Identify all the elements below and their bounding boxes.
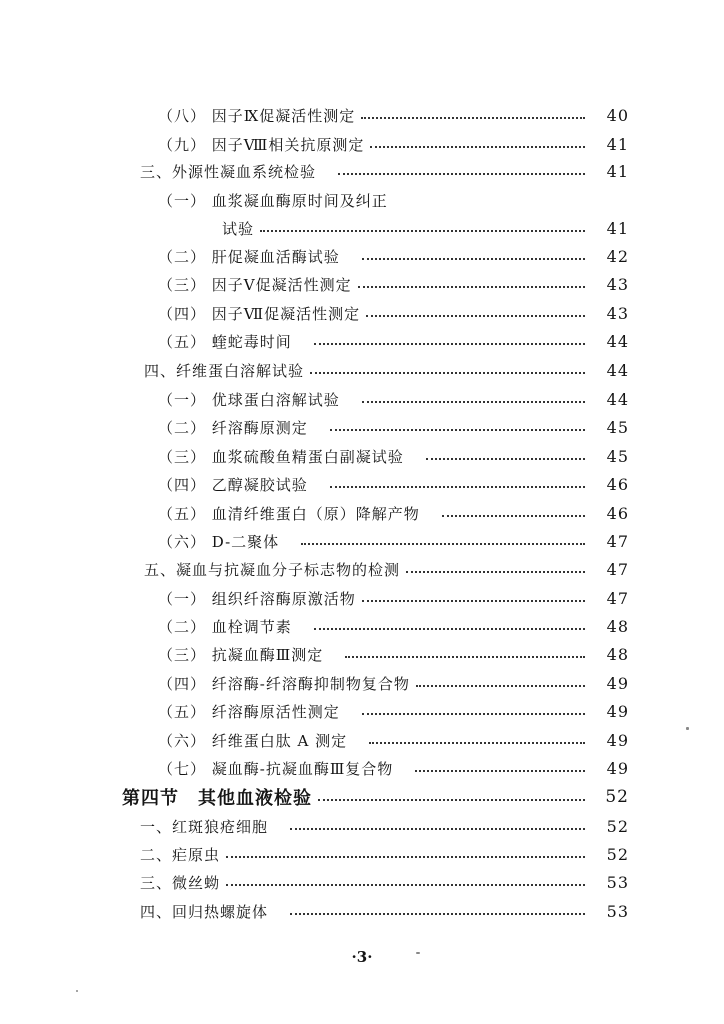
toc-entry-page: 47: [606, 588, 629, 608]
toc-entry: [0, 357, 724, 383]
toc-entry-page: 41: [606, 161, 629, 181]
toc-entry-label: （二） 血栓调节素: [158, 617, 292, 636]
dot-leader: [362, 713, 585, 715]
toc-entry-label: 第四节 其他血液检验: [122, 788, 312, 809]
toc-entry-label: （七） 凝血酶-抗凝血酶Ⅲ复合物: [158, 759, 394, 778]
dot-leader: [426, 458, 585, 460]
toc-entry: [0, 556, 724, 582]
dot-leader: [415, 770, 585, 772]
toc-entry-page: 44: [606, 389, 629, 409]
toc-entry-label: （二） 肝促凝血活酶试验: [158, 247, 340, 266]
toc-entry-page: 46: [606, 474, 629, 494]
toc-entry-page: 48: [606, 644, 629, 664]
dot-leader: [361, 117, 585, 119]
scan-speck: [76, 990, 78, 992]
dot-leader: [314, 628, 585, 630]
toc-entry-page: 53: [606, 872, 629, 892]
toc-entry-label: （三） 抗凝血酶Ⅲ测定: [158, 645, 324, 664]
toc-entry: [0, 271, 724, 297]
dot-leader: [314, 343, 585, 345]
toc-entry-label: 五、凝血与抗凝血分子标志物的检测: [144, 560, 401, 579]
toc-entry: [0, 243, 724, 269]
toc-entry-label: （五） 纤溶酶原活性测定: [158, 702, 340, 721]
dot-leader: [260, 230, 585, 232]
toc-entry-label: （四） 纤溶酶-纤溶酶抑制物复合物: [158, 674, 410, 693]
dot-leader: [369, 742, 585, 744]
toc-entry-label: （六） 纤维蛋白肽 A 测定: [158, 731, 348, 750]
toc-entry-page: 52: [606, 844, 629, 864]
toc-entry-label: （一） 组织纤溶酶原激活物: [158, 589, 356, 608]
dot-leader: [370, 146, 585, 148]
toc-entry-page: 47: [606, 531, 629, 551]
dot-leader: [442, 515, 585, 517]
toc-entry-page: 40: [606, 105, 629, 125]
dot-leader: [310, 372, 585, 374]
toc-entry: [0, 215, 724, 241]
toc-entry-label: （一） 优球蛋白溶解试验: [158, 390, 340, 409]
toc-entry-label: （二） 纤溶酶原测定: [158, 418, 308, 437]
toc-entry: [0, 727, 724, 753]
toc-entry: [0, 500, 724, 526]
dot-leader: [362, 258, 585, 260]
toc-entry: [0, 813, 724, 839]
toc-entry-page: 41: [606, 218, 629, 238]
scan-speck: [416, 952, 420, 954]
dot-leader: [330, 429, 585, 431]
toc-entry-page: 41: [606, 134, 629, 154]
toc-entry: [0, 869, 724, 895]
toc-entry-page: 49: [606, 701, 629, 721]
toc-entry: [0, 386, 724, 412]
dot-leader: [362, 401, 585, 403]
toc-entry-label: （五） 血清纤维蛋白（原）降解产物: [158, 504, 420, 523]
toc-entry: [0, 841, 724, 867]
toc-entry: [0, 131, 724, 157]
toc-entry: [0, 102, 724, 128]
toc-entry-label: （三） 血浆硫酸鱼精蛋白副凝试验: [158, 447, 404, 466]
dot-leader: [362, 600, 585, 602]
toc-entry-label: （四） 乙醇凝胶试验: [158, 475, 308, 494]
toc-entry-label: （一） 血浆凝血酶原时间及纠正: [158, 191, 388, 210]
toc-entry: [0, 585, 724, 611]
toc-entry-label: 四、纤维蛋白溶解试验: [144, 361, 305, 380]
toc-entry-page: 48: [606, 616, 629, 636]
toc-entry-label: （六） D-二聚体: [158, 532, 280, 551]
dot-leader: [366, 315, 585, 317]
toc-entry: [0, 755, 724, 781]
dot-leader: [318, 799, 585, 801]
toc-entry-label: （五） 蝰蛇毒时间: [158, 332, 292, 351]
toc-entry: [0, 641, 724, 667]
toc-entry-page: 47: [606, 559, 629, 579]
toc-entry-page: 43: [606, 303, 629, 323]
toc-entry-label: 四、回归热螺旋体: [140, 902, 269, 921]
dot-leader: [330, 486, 585, 488]
toc-entry-page: 46: [606, 503, 629, 523]
scan-speck: [686, 727, 689, 730]
toc-entry-page: 45: [606, 446, 629, 466]
toc-entry-page: 49: [606, 758, 629, 778]
toc-entry-page: 44: [606, 360, 629, 380]
dot-leader: [338, 173, 585, 175]
toc-entry-page: 45: [606, 417, 629, 437]
toc-entry-page: 52: [605, 787, 629, 807]
toc-entry: [0, 471, 724, 497]
dot-leader: [358, 286, 585, 288]
page-number: ·3·: [351, 948, 373, 966]
toc-entry: [0, 414, 724, 440]
toc-entry: [0, 613, 724, 639]
toc-entry-label: 一、红斑狼疮细胞: [140, 817, 269, 836]
toc-entry: [0, 443, 724, 469]
toc-entry-page: 52: [606, 816, 629, 836]
dot-leader: [226, 884, 585, 886]
toc-entry-page: 53: [606, 901, 629, 921]
toc-entry: [0, 898, 724, 924]
dot-leader: [290, 913, 585, 915]
dot-leader: [345, 656, 585, 658]
toc-entry: [0, 158, 724, 184]
toc-entry-label: （八） 因子Ⅸ促凝活性测定: [158, 106, 356, 125]
toc-entry-label: 二、疟原虫: [140, 845, 221, 864]
toc-entry-label: 三、外源性凝血系统检验: [140, 162, 317, 181]
toc-entry-label: （九） 因子Ⅷ相关抗原测定: [158, 135, 365, 154]
toc-entry: [0, 300, 724, 326]
toc-entry-page: 43: [606, 274, 629, 294]
toc-entry: [0, 698, 724, 724]
toc-entry-page: 42: [606, 246, 629, 266]
toc-entry-page: 49: [606, 730, 629, 750]
dot-leader: [290, 828, 585, 830]
toc-entry-label: （四） 因子Ⅶ促凝活性测定: [158, 304, 361, 323]
toc-entry-label: 试验: [222, 219, 255, 238]
toc-entry: [0, 528, 724, 554]
toc-entry: [0, 328, 724, 354]
toc-entry-page: 44: [606, 331, 629, 351]
toc-entry: [0, 670, 724, 696]
dot-leader: [406, 571, 585, 573]
toc-entry-label: 三、微丝蚴: [140, 873, 221, 892]
toc-entry-label: （三） 因子Ⅴ促凝活性测定: [158, 275, 352, 294]
toc-entry-page: 49: [606, 673, 629, 693]
dot-leader: [416, 685, 585, 687]
dot-leader: [226, 856, 585, 858]
toc-entry: [0, 187, 724, 213]
dot-leader: [301, 543, 585, 545]
toc-section-entry: [0, 784, 724, 810]
